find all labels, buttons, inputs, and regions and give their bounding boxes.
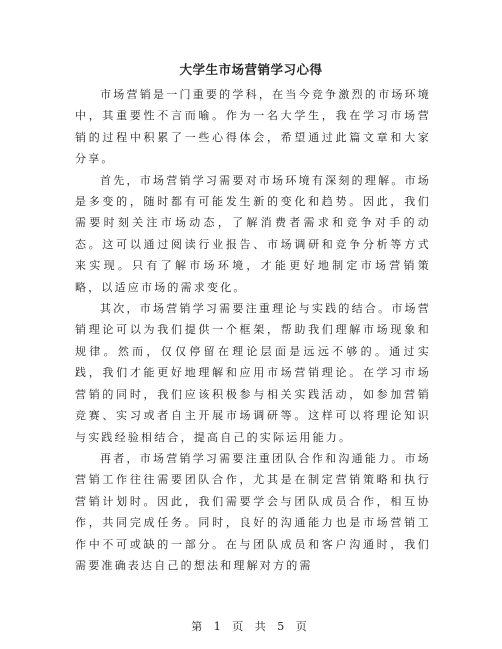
page-number-footer: 第 1 页 共 5 页	[191, 620, 311, 633]
paragraph-teamwork: 再者，市场营销学习需要注重团队合作和沟通能力。市场营销工作往往需要团队合作，尤其是在制定营销策略和执行营销计划时。因此，我们需要学会与团队成员合作，相互协作，共同完成任务。同时，良好的沟通能力也是市场营销工作中不可或缺的一部分。在与团队成员和客户沟通时，我们需要准确表达自己的想法和理解对方的需	[75, 451, 431, 572]
paragraph-intro: 市场营销是一门重要的学科，在当今竞争激烈的市场环境中，其重要性不言而喻。作为一名大学生，我在学习市场营销的过程中积累了一些心得体会，希望通过此篇文章和大家分享。	[75, 88, 431, 166]
document-title: 大学生市场营销学习心得	[179, 62, 323, 77]
paragraph-theory-practice: 其次，市场营销学习需要注重理论与实践的结合。市场营销理论可以为我们提供一个框架，帮助我们理解市场现象和规律。然而，仅仅停留在理论层面是远远不够的。通过实践，我们才能更好地理解和应用市场营销理论。在学习市场营销的同时，我们应该积极参与相关实践活动，如参加营销竞赛、实习或者自主开展市场调研等。这样可以将理论知识与实践经验相结合，提高自己的实际运用能力。	[75, 302, 431, 444]
document-body	[75, 84, 431, 576]
paragraph-market-environment: 首先，市场营销学习需要对市场环境有深刻的理解。市场是多变的，随时都有可能发生新的变化和趋势。因此，我们需要时刻关注市场动态，了解消费者需求和竞争对手的动态。这可以通过阅读行业报告、市场调研和竞争分析等方式来实现。只有了解市场环境，才能更好地制定市场营销策略，以适应市场的需求变化。	[75, 173, 431, 294]
